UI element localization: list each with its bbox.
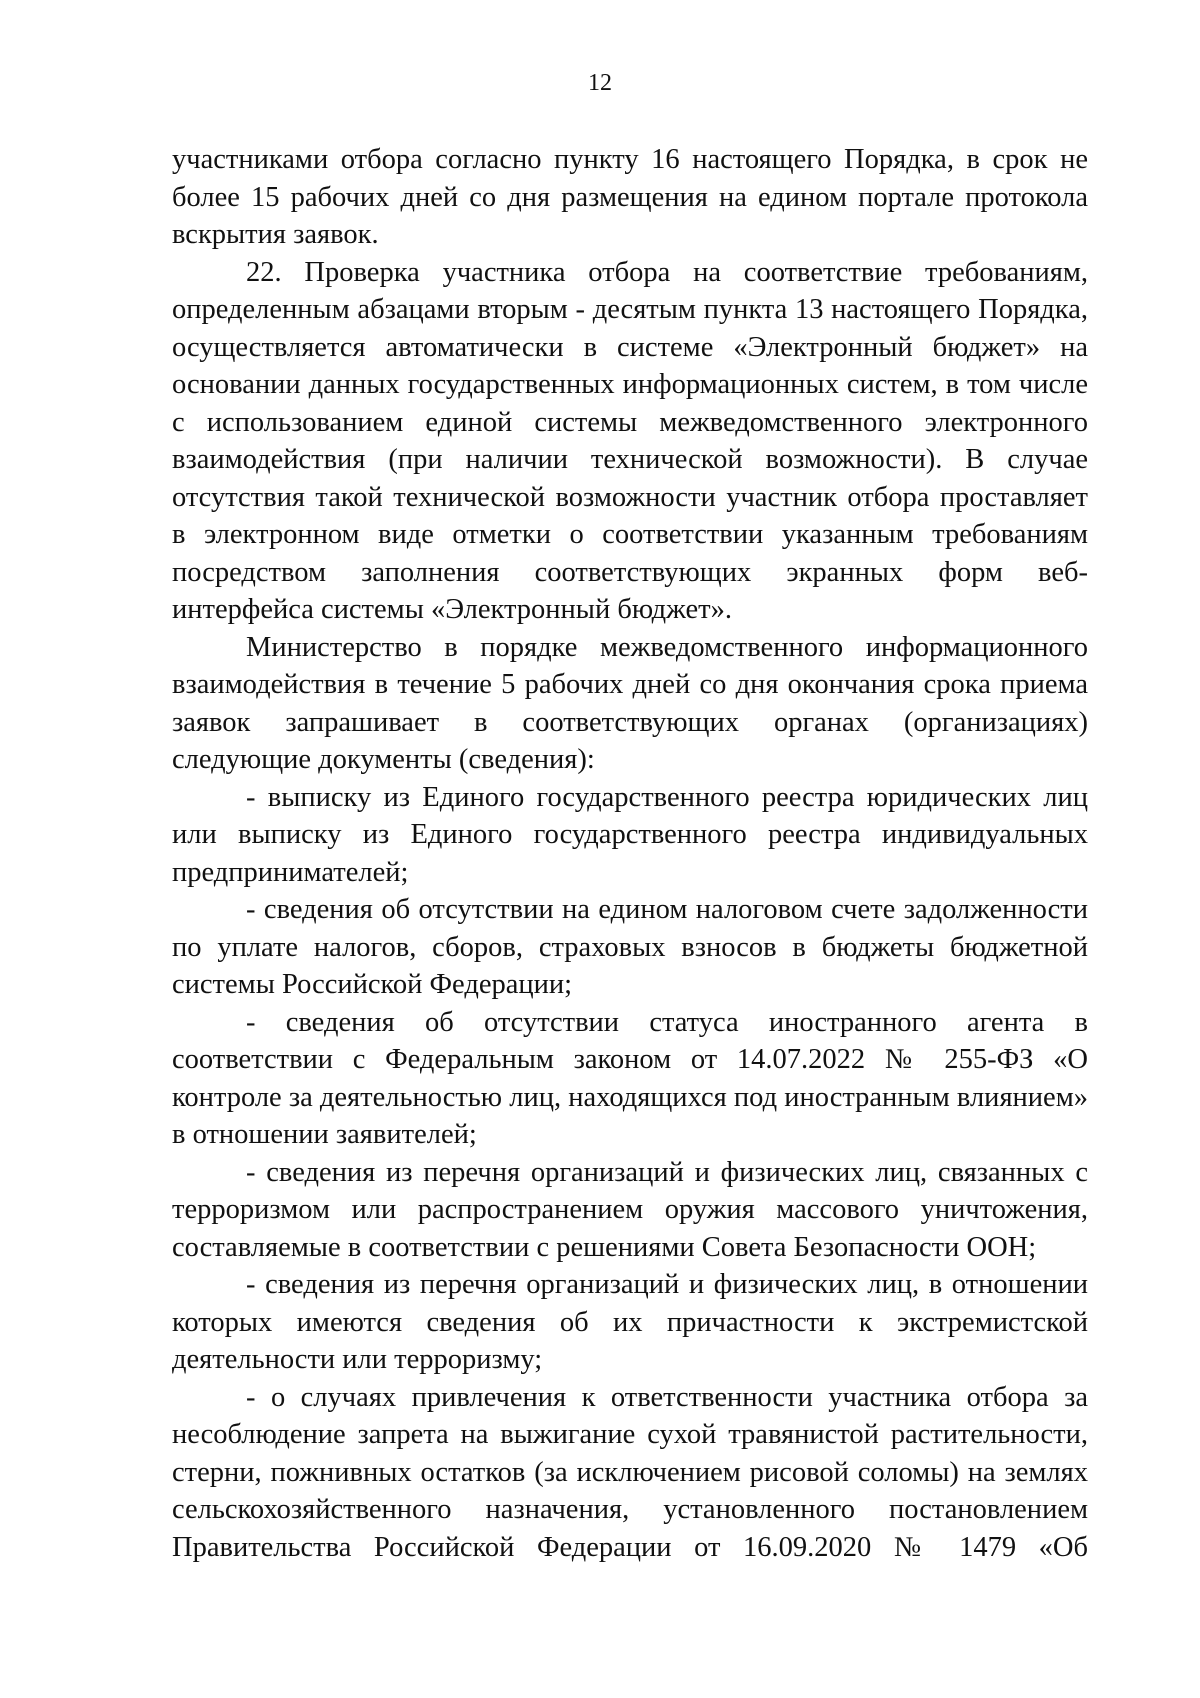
document-body bbox=[172, 141, 1088, 1566]
list-item-foreign-agent: - сведения об отсутствии статуса иностранного агента в соответствии с Федеральным законом от 14.07.2022 № 255-ФЗ «О контроле за деятельностью лиц, находящихся под иностранным влиянием» в отношении заявителей; bbox=[172, 1006, 1088, 1150]
page-number: 12 bbox=[588, 70, 612, 96]
list-item-burning-violations: - о случаях привлечения к ответственности участника отбора за несоблюдение запрета на выжигание сухой травянистой растительности, стерни, пожнивных остатков (за исключением рисовой соломы) на землях сельскохозяйственного назначения, установленного постановлением Правительства Российской Федерации от 16.09.2020 № 1479 «Об bbox=[172, 1381, 1088, 1563]
list-item-extremism-list: - сведения из перечня организаций и физических лиц, в отношении которых имеются сведения об их причастности к экстремистской деятельности или терроризму; bbox=[172, 1269, 1088, 1375]
paragraph-22-verification: 22. Проверка участника отбора на соответствие требованиям, определенным абзацами вторым - десятым пункта 13 настоящего Порядка, осуществляется автоматически в системе «Электронный бюджет» на основании данных государственных информационных систем, в том числе с использованием единой системы межведомственного электронного взаимодействия (при наличии технической возможности). В случае отсутствия такой технической возможности участник отбора проставляет в электронном виде отметки о соответствии указанным требованиям посредством заполнения соответствующих экранных форм веб-интерфейса системы «Электронный бюджет». bbox=[172, 256, 1088, 625]
list-item-tax-debt: - сведения об отсутствии на едином налоговом счете задолженности по уплате налогов, сборов, страховых взносов в бюджеты бюджетной системы Российской Федерации; bbox=[172, 894, 1088, 1000]
paragraph-continued: участниками отбора согласно пункту 16 настоящего Порядка, в срок не более 15 рабочих дней со дня размещения на едином портале протокола вскрытия заявок. bbox=[172, 144, 1088, 250]
list-item-egrul-extract: - выписку из Единого государственного реестра юридических лиц или выписку из Единого государственного реестра индивидуальных предпринимателей; bbox=[172, 781, 1088, 888]
paragraph-ministry-request: Министерство в порядке межведомственного информационного взаимодействия в течение 5 рабочих дней со дня окончания срока приема заявок запрашивает в соответствующих органах (организациях) следующие документы (сведения): bbox=[172, 631, 1088, 775]
list-item-terrorism-list: - сведения из перечня организаций и физических лиц, связанных с терроризмом или распространением оружия массового уничтожения, составляемые в соответствии с решениями Совета Безопасности ООН; bbox=[172, 1156, 1088, 1263]
